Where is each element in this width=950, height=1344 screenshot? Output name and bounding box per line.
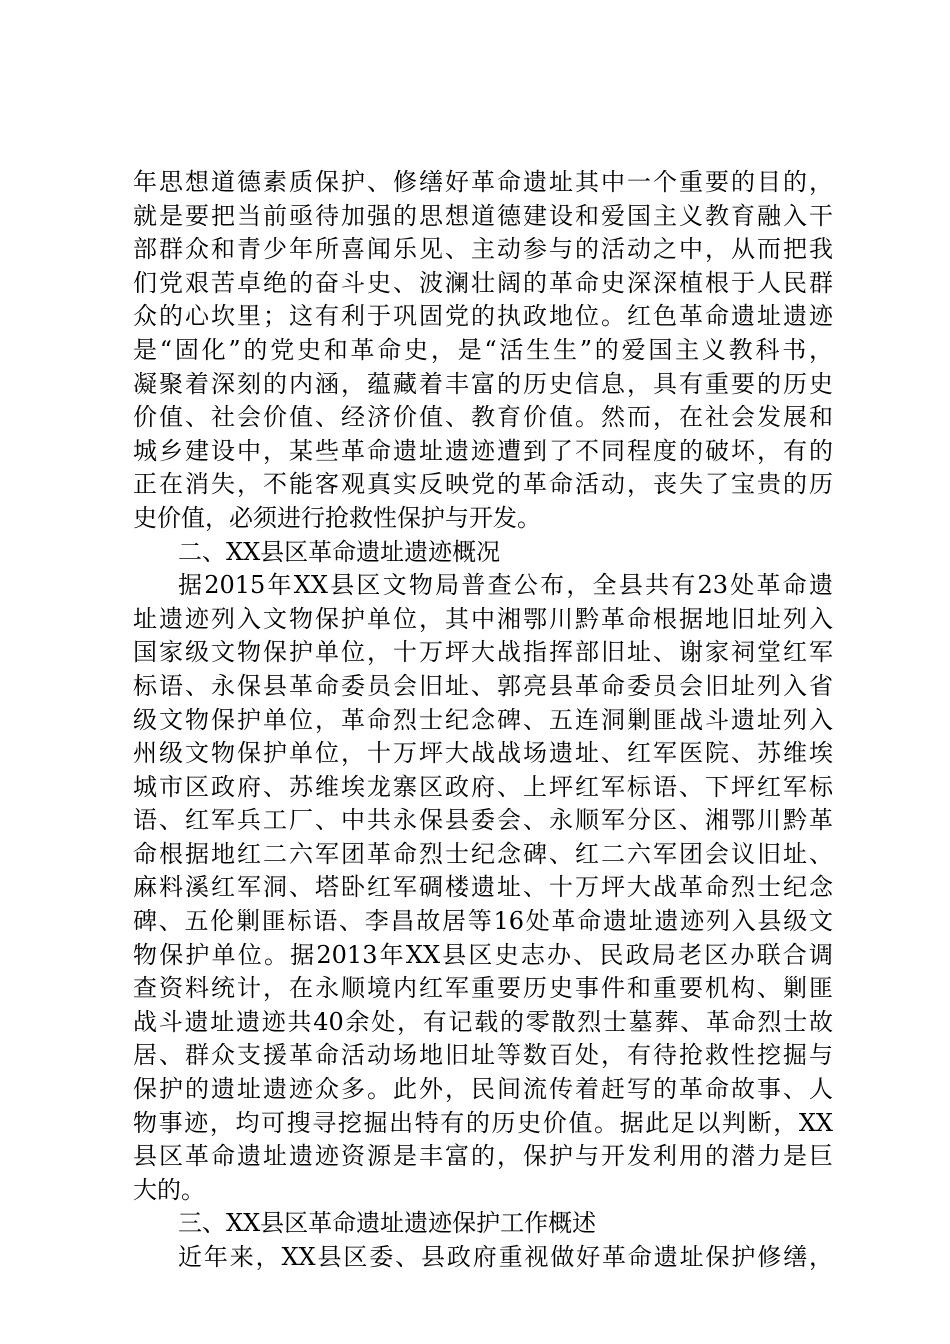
text-line: 物事迹，均可搜寻挖掘出特有的历史价值。据此足以判断，XX [133, 1108, 833, 1137]
text-line: 价值、社会价值、经济价值、教育价值。然而，在社会发展和 [133, 403, 833, 432]
text-line: 县区革命遗址遗迹资源是丰富的，保护与开发利用的潜力是巨 [133, 1142, 833, 1171]
text-line: 居、群众支援革命活动场地旧址等数百处，有待抢救性挖掘与 [133, 1041, 833, 1070]
text-line: 众的心坎里；这有利于巩固党的执政地位。红色革命遗址遗迹 [133, 302, 833, 331]
document-body [133, 166, 833, 1275]
text-line: 史价值，必须进行抢救性保护与开发。 [133, 503, 541, 532]
text-line: 州级文物保护单位，十万坪大战战场遗址、红军医院、苏维埃 [133, 739, 833, 768]
text-line: 年思想道德素质保护、修缮好革命遗址其中一个重要的目的， [133, 168, 833, 196]
text-line: 查资料统计，在永顺境内红军重要历史事件和重要机构、剿匪 [133, 974, 833, 1003]
text-line: 部群众和青少年所喜闻乐见、主动参与的活动之中，从而把我 [133, 235, 833, 264]
text-line: 凝聚着深刻的内涵，蕴藏着丰富的历史信息，具有重要的历史 [133, 369, 833, 398]
text-line: 命根据地红二六军团革命烈士纪念碑、红二六军团会议旧址、 [133, 839, 833, 868]
text-line: 城市区政府、苏维埃龙寨区政府、上坪红军标语、下坪红军标 [133, 772, 833, 801]
text-line: 就是要把当前亟待加强的思想道德建设和爱国主义教育融入干 [133, 201, 833, 230]
text-line: 是“固化”的党史和革命史，是“活生生”的爱国主义教科书， [133, 335, 833, 364]
text-line: 址遗迹列入文物保护单位，其中湘鄂川黔革命根据地旧址列入 [133, 604, 833, 633]
text-line: 战斗遗址遗迹共40余处，有记载的零散烈士墓葬、革命烈士故 [133, 1007, 833, 1036]
text-line: 城乡建设中，某些革命遗址遗迹遭到了不同程度的破坏，有的 [133, 436, 833, 465]
text-line: 正在消失，不能客观真实反映党的革命活动，丧失了宝贵的历 [133, 470, 833, 499]
text-line: 标语、永保县革命委员会旧址、郭亮县革命委员会旧址列入省 [133, 671, 833, 700]
text-line: 碑、五伦剿匪标语、李昌故居等16处革命遗址遗迹列入县级文 [133, 907, 833, 936]
text-line: 们党艰苦卓绝的奋斗史、波澜壮阔的革命史深深植根于人民群 [133, 268, 833, 297]
text-line: 据2015年XX县区文物局普查公布，全县共有23处革命遗 [178, 571, 833, 600]
text-line: 国家级文物保护单位，十万坪大战指挥部旧址、谢家祠堂红军 [133, 638, 833, 667]
text-line: 级文物保护单位，革命烈士纪念碑、五连洞剿匪战斗遗址列入 [133, 705, 833, 734]
section-heading: 三、XX县区革命遗址遗迹保护工作概述 [178, 1209, 597, 1238]
text-line: 保护的遗址遗迹众多。此外，民间流传着赶写的革命故事、人 [133, 1075, 833, 1104]
text-line: 近年来，XX县区委、县政府重视做好革命遗址保护修缮， [178, 1243, 833, 1271]
section-heading: 二、XX县区革命遗址遗迹概况 [178, 537, 501, 566]
text-line: 麻料溪红军洞、塔卧红军碉楼遗址、十万坪大战革命烈士纪念 [133, 873, 833, 902]
text-line: 语、红军兵工厂、中共永保县委会、永顺军分区、湘鄂川黔革 [133, 806, 833, 835]
text-line: 物保护单位。据2013年XX县区史志办、民政局老区办联合调 [133, 940, 833, 969]
text-line: 大的。 [133, 1175, 205, 1204]
